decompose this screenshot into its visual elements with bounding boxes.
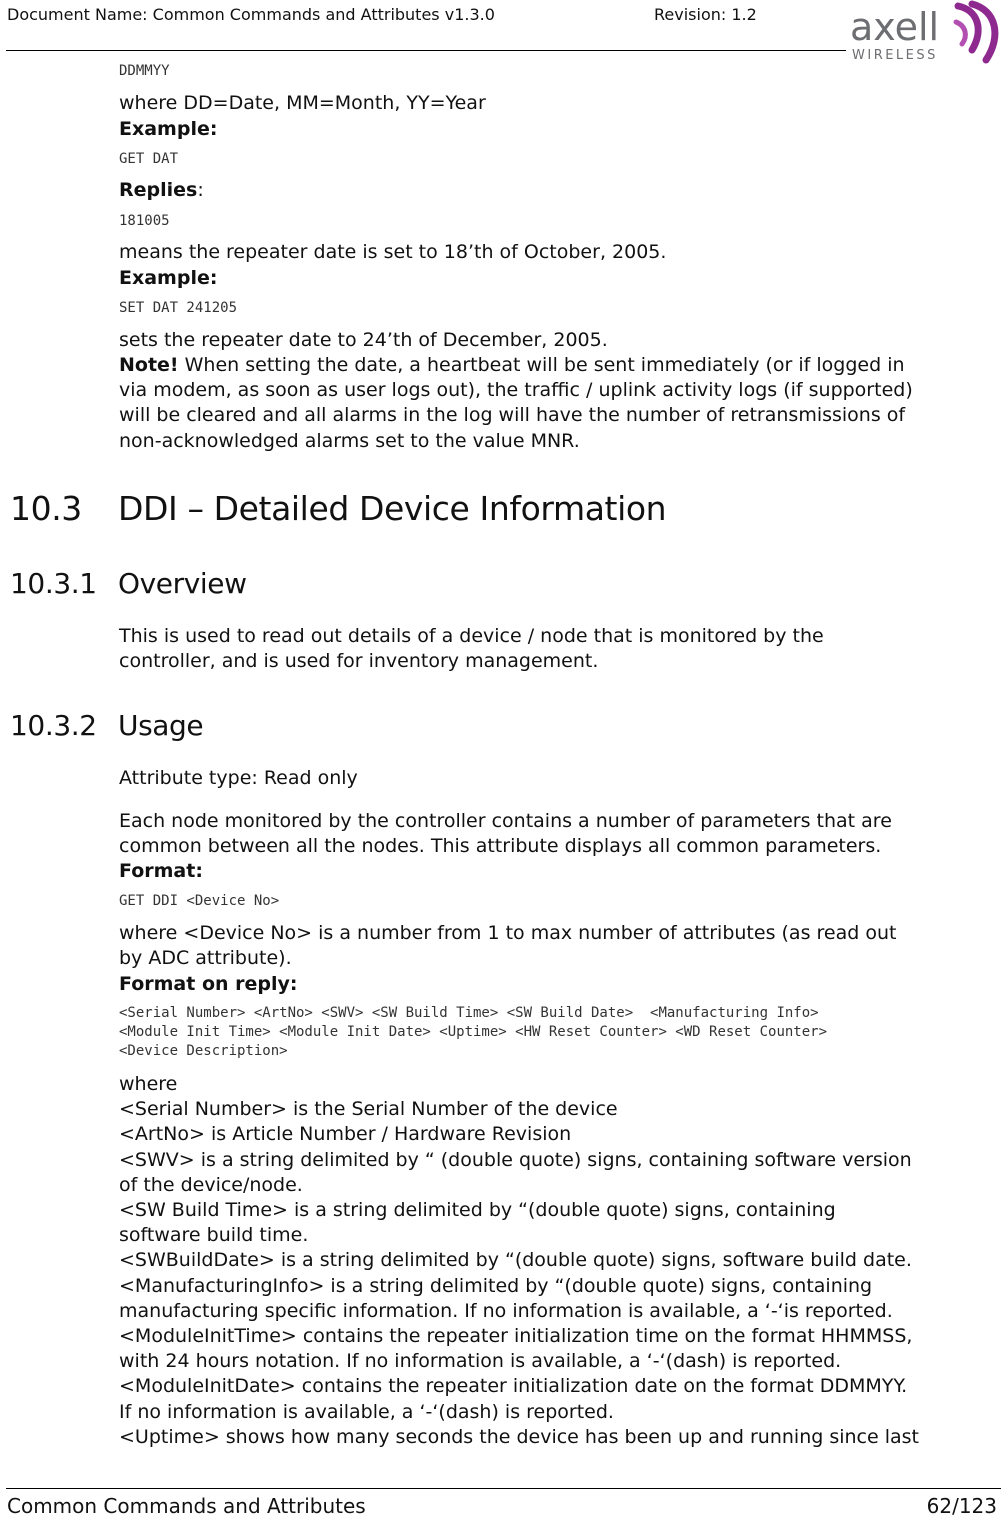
code-get-ddi: GET DDI <Device No>: [119, 893, 280, 909]
example-label-2: Example:: [119, 267, 218, 289]
footer-rule: [6, 1488, 1001, 1489]
desc-line: <ManufacturingInfo> is a string delimited by “(double quote) signs, containing: [119, 1274, 873, 1297]
desc-line: software build time.: [119, 1224, 309, 1247]
desc-line: <SWV> is a string delimited by “ (double quote) signs, containing software version: [119, 1148, 912, 1171]
where-device-line-1: where <Device No> is a number from 1 to max number of attributes (as read out: [119, 922, 897, 944]
section-heading: [10, 489, 666, 528]
code-ddmmyy: DDMMYY: [119, 63, 170, 79]
format-reply-label: Format on reply:: [119, 973, 298, 995]
note-line-1: [119, 353, 905, 378]
where-line: where DD=Date, MM=Month, YY=Year: [119, 92, 486, 114]
desc-line: <ModuleInitTime> contains the repeater initialization time on the format HHMMSS,: [119, 1325, 913, 1348]
where-device-line-2: by ADC attribute).: [119, 947, 292, 969]
overview-title: Overview: [118, 567, 247, 600]
note-text-1: When setting the date, a heartbeat will be sent immediately (or if logged in: [178, 354, 905, 376]
replies-line: [119, 178, 204, 203]
footer-title: Common Commands and Attributes: [7, 1494, 366, 1518]
header-rule: [6, 50, 846, 51]
description-block: [119, 1072, 999, 1450]
each-line-2: common between all the nodes. This attribute displays all common parameters.: [119, 835, 882, 857]
desc-line: <Uptime> shows how many seconds the device has been up and running since last: [119, 1425, 920, 1448]
desc-line: <SWBuildDate> is a string delimited by “(double quote) signs, software build date.: [119, 1249, 912, 1272]
page-number: 62/123: [926, 1494, 997, 1518]
usage-heading: [10, 709, 203, 742]
reply-code-3: <Device Description>: [119, 1043, 288, 1059]
desc-line: of the device/node.: [119, 1173, 303, 1196]
axell-wireless-logo: [846, 0, 1005, 66]
code-reply: 181005: [119, 213, 170, 229]
reply-code-2: <Module Init Time> <Module Init Date> <Uptime> <HW Reset Counter> <WD Reset Counter>: [119, 1024, 828, 1040]
desc-line: <ModuleInitDate> contains the repeater initialization date on the format DDMMYY.: [119, 1375, 908, 1398]
desc-line: with 24 hours notation. If no information is available, a ‘-‘(dash) is reported.: [119, 1350, 842, 1373]
reply-code-1: <Serial Number> <ArtNo> <SWV> <SW Build Time> <SW Build Date> <Manufacturing Info>: [119, 1005, 819, 1021]
desc-line: manufacturing specific information. If no information is available, a ‘-‘is reported.: [119, 1299, 893, 1322]
usage-number: 10.3.2: [10, 709, 97, 742]
desc-line: <ArtNo> is Article Number / Hardware Revision: [119, 1123, 572, 1146]
usage-title: Usage: [118, 709, 204, 742]
overview-line-2: controller, and is used for inventory management.: [119, 650, 599, 672]
overview-heading: [10, 567, 247, 600]
example-label-1: Example:: [119, 118, 218, 140]
desc-line: <Serial Number> is the Serial Number of the device: [119, 1098, 618, 1121]
section-title: DDI – Detailed Device Information: [118, 489, 667, 528]
section-number: 10.3: [10, 489, 82, 528]
sets-line: sets the repeater date to 24’th of December, 2005.: [119, 329, 608, 351]
desc-line: <SW Build Time> is a string delimited by “(double quote) signs, containing: [119, 1199, 836, 1222]
revision: Revision: 1.2: [654, 5, 757, 24]
page-header: [0, 0, 1005, 63]
logo-wordmark: axell: [850, 5, 940, 49]
note-label: Note!: [119, 354, 179, 376]
format-label: Format:: [119, 860, 203, 882]
each-line-1: Each node monitored by the controller contains a number of parameters that are: [119, 810, 892, 832]
desc-line: where: [119, 1073, 178, 1095]
attribute-type: Attribute type: Read only: [119, 767, 358, 789]
logo-subtitle: WIRELESS: [852, 48, 938, 63]
code-get-dat: GET DAT: [119, 151, 179, 167]
overview-number: 10.3.1: [10, 567, 97, 600]
note-line-4: non-acknowledged alarms set to the value MNR.: [119, 430, 580, 452]
overview-line-1: This is used to read out details of a device / node that is monitored by the: [119, 625, 824, 647]
code-set-dat: SET DAT 241205: [119, 300, 238, 316]
replies-colon: :: [197, 179, 204, 201]
replies-label: Replies: [119, 179, 198, 201]
note-line-2: via modem, as soon as user logs out), the traffic / uplink activity logs (if supported): [119, 379, 913, 401]
document-name: Document Name: Common Commands and Attributes v1.3.0: [7, 5, 495, 24]
desc-line: If no information is available, a ‘-‘(dash) is reported.: [119, 1400, 614, 1423]
note-line-3: will be cleared and all alarms in the log will have the number of retransmissions of: [119, 404, 906, 426]
means-line: means the repeater date is set to 18’th of October, 2005.: [119, 241, 667, 263]
